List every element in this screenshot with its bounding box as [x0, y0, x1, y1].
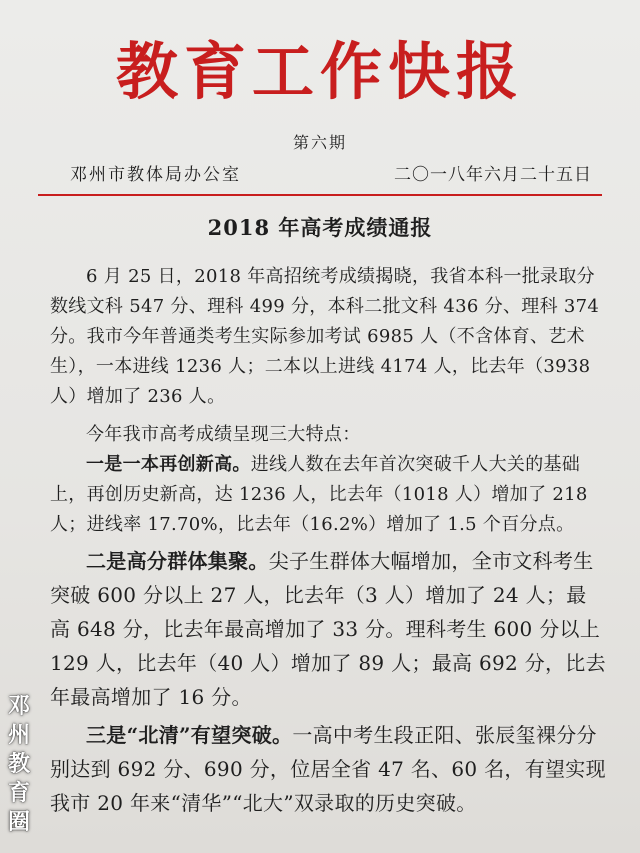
feature-3-text: 一高中考生段正阳、张辰玺裸分分别达到 692 分、690 分，位居全省 47 名、60 名，有望实现我市 20 年来“清华”“北大”双录取的历史突破。: [50, 723, 606, 815]
feature-1-text: 进线人数在去年首次突破千人大关的基础上，再创历史新高，达 1236 人，比去年（1018 人）增加了 218 人；进线率 17.70%，比去年（16.2%）增加了 1.5 个百分点。: [50, 454, 588, 535]
feature-2-text: 尖子生群体大幅增加，全市文科考生突破 600 分以上 27 人，比去年（3 人）增加了 24 人；最高 648 分，比去年最高增加了 33 分。理科考生 600 分以上 129 人，比去年（40 人）增加了 89 人；最高 692 分，比去年最高增加了 16 分。: [50, 549, 606, 709]
paragraph-features: 今年我市高考成绩呈现三大特点：: [86, 424, 361, 445]
red-divider: [38, 194, 602, 196]
issue-date: 二〇一八年六月二十五日: [394, 165, 592, 185]
feature-3-heading: 三是“北清”有望突破。: [86, 723, 293, 747]
document-title: 2018 年高考成绩通报: [207, 215, 433, 240]
feature-1-heading: 一是一本再创新高。: [86, 454, 251, 475]
issuer-name: 邓州市教体局办公室: [70, 165, 241, 185]
paragraph-feature-3: [50, 718, 606, 820]
paragraph-intro: 6 月 25 日，2018 年高招统考成绩揭晓，我省本科一批录取分数线文科 547 分、理科 499 分，本科二批文科 436 分、理科 374 分。我市今年普通类考生实际参加考试 6985 人（不含体育、艺术生），一本进线 1236 人；二本以上进线 4174 人，比去年（3938 人）增加了 236 人。: [50, 266, 600, 407]
paragraph-feature-2: [50, 544, 606, 714]
document-body: [50, 262, 606, 820]
paragraph-feature-1: [50, 450, 606, 540]
watermark-text: 邓州教育圈: [8, 694, 31, 835]
issue-number: 第六期: [292, 133, 347, 152]
masthead-title: 教育工作快报: [115, 35, 524, 108]
feature-2-heading: 二是高分群体集聚。: [86, 549, 269, 573]
